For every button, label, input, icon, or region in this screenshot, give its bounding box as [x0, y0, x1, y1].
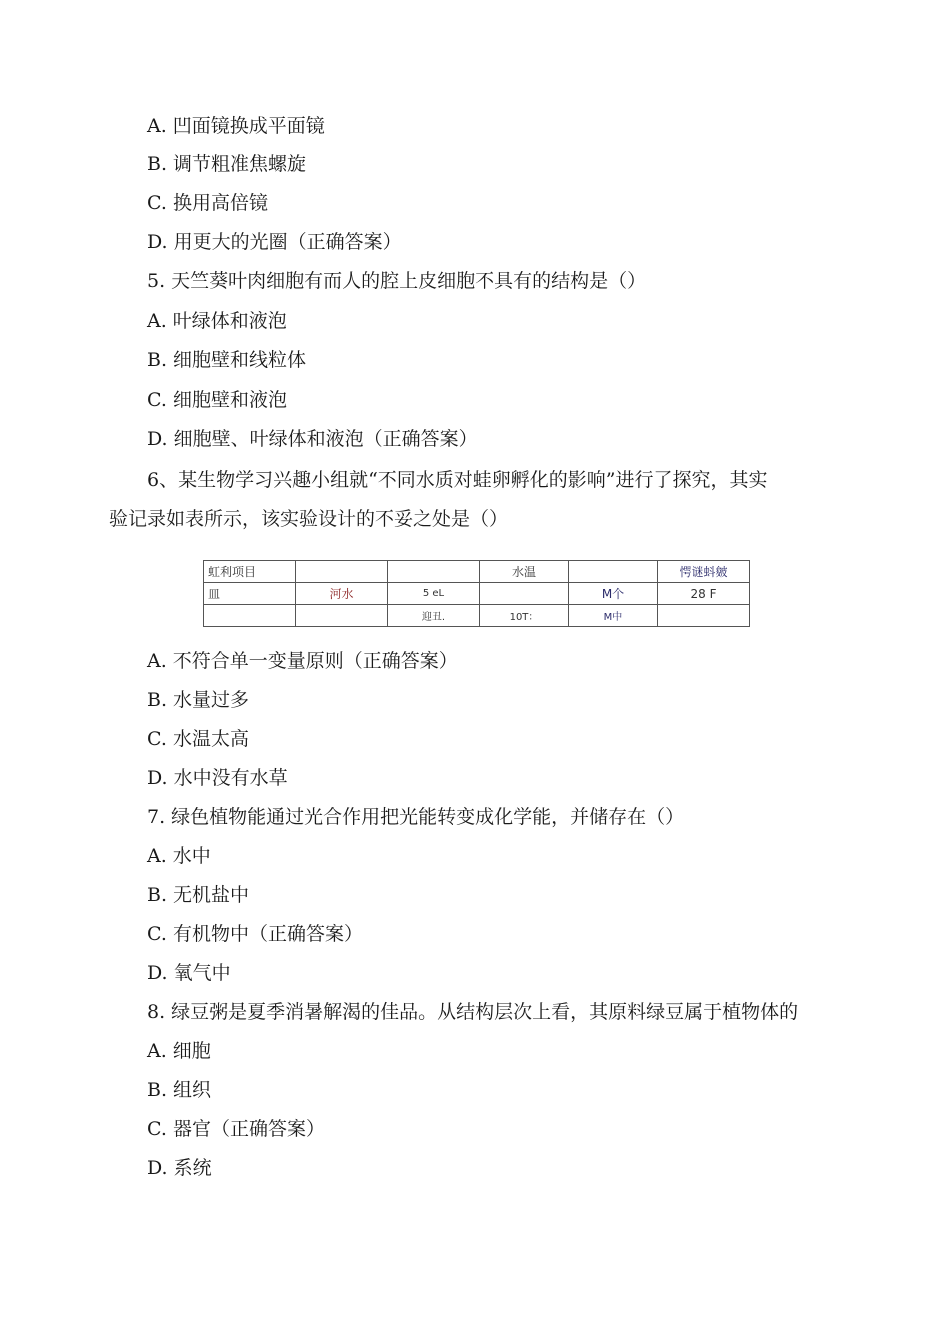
table-cell: M中 [569, 605, 658, 627]
table-cell [296, 561, 388, 583]
table-cell: 河水 [296, 583, 388, 605]
q8-stem: 8. 绿豆粥是夏季消暑解渴的佳品。从结构层次上看，其原料绿豆属于植物体的 [147, 1001, 799, 1023]
q4-option-d: D. 用更大的光圈（正确答案） [147, 231, 402, 253]
table-cell: 水温 [480, 561, 569, 583]
q6-option-d: D. 水中没有水草 [147, 767, 288, 789]
q6-stem-line2: 验记录如表所示，该实验设计的不妥之处是（） [109, 508, 509, 530]
table-cell [480, 583, 569, 605]
q7-option-b: B. 无机盐中 [147, 884, 250, 906]
table-cell [569, 561, 658, 583]
q5-stem: 5. 天竺葵叶肉细胞有而人的腔上皮细胞不具有的结构是（） [147, 270, 647, 292]
table-row [204, 605, 750, 627]
q7-stem: 7. 绿色植物能通过光合作用把光能转变成化学能，并储存在（） [147, 806, 685, 828]
table-cell: 迎丑. [388, 605, 480, 627]
q8-option-a: A. 细胞 [147, 1040, 211, 1062]
q6-option-b: B. 水量过多 [147, 689, 250, 711]
q6-option-c: C. 水温太高 [147, 728, 249, 750]
q4-option-c: C. 换用高倍镜 [147, 192, 268, 214]
table-cell [388, 561, 480, 583]
table-cell: M个 [569, 583, 658, 605]
table-cell [658, 605, 750, 627]
q6-stem-line1: 6、某生物学习兴趣小组就“不同水质对蛙卵孵化的影响”进行了探究，其实 [147, 469, 768, 491]
q5-option-d: D. 细胞壁、叶绿体和液泡（正确答案） [147, 428, 478, 450]
table-row [204, 561, 750, 583]
q6-option-a: A. 不符合单一变量原则（正确答案） [147, 650, 458, 672]
table-cell: 28 F [658, 583, 750, 605]
table-cell: 皿 [204, 583, 296, 605]
table-cell: 10T： [480, 605, 569, 627]
table-cell: 愕谜蚪皴 [658, 561, 750, 583]
table-cell [204, 605, 296, 627]
q8-option-b: B. 组织 [147, 1079, 212, 1101]
q7-option-a: A. 水中 [147, 845, 211, 867]
q7-option-c: C. 有机物中（正确答案） [147, 923, 363, 945]
table-cell [296, 605, 388, 627]
experiment-record-table [203, 560, 750, 627]
q4-option-a: A. 凹面镜换成平面镜 [147, 115, 325, 137]
q7-option-d: D. 氧气中 [147, 962, 231, 984]
q4-option-b: B. 调节粗准焦螺旋 [147, 153, 307, 175]
q5-option-a: A. 叶绿体和液泡 [147, 310, 287, 332]
table-row [204, 583, 750, 605]
q8-option-c: C. 器官（正确答案） [147, 1118, 325, 1140]
table-cell: 虹利项目 [204, 561, 296, 583]
q5-option-c: C. 细胞壁和液泡 [147, 389, 287, 411]
q5-option-b: B. 细胞壁和线粒体 [147, 349, 307, 371]
q8-option-d: D. 系统 [147, 1157, 212, 1179]
table-cell: 5 eL [388, 583, 480, 605]
